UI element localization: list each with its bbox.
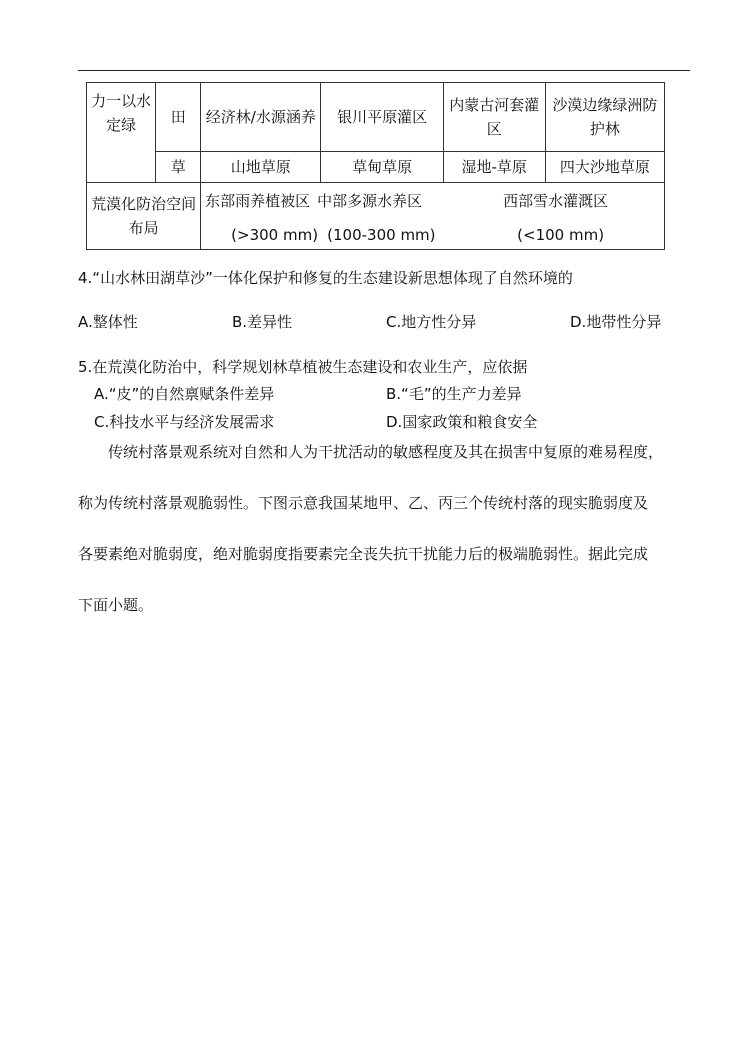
west-zone-rain: (<100 mm)	[517, 226, 605, 244]
west-zone-name: 西部雪水灌溉区	[503, 192, 609, 210]
layout-table	[86, 82, 665, 250]
passage-line-4: 下面小题。	[78, 596, 154, 614]
header-rule	[78, 70, 690, 71]
cell-field-label: 田	[156, 83, 201, 152]
cell: 银川平原灌区	[321, 83, 443, 152]
q5-option-c[interactable]: C.科技水平与经济发展需求	[94, 413, 275, 431]
cell: 四大沙地草原	[545, 152, 664, 183]
q5-stem: 5.在荒漠化防治中，科学规划林草植被生态建设和农业生产，应依据	[78, 358, 528, 376]
table-row	[87, 183, 665, 250]
east-zone-rain: (>300 mm)	[231, 226, 319, 244]
mid-zone-name: 中部多源水养区	[317, 192, 423, 210]
q5-option-b[interactable]: B.“毛”的生产力差异	[386, 385, 522, 403]
row-header-layout: 荒漠化防治空间布局	[87, 183, 201, 250]
q4-stem: 4.“山水林田湖草沙”一体化保护和修复的生态建设新思想体现了自然环境的	[78, 269, 573, 287]
passage-line-3: 各要素绝对脆弱度，绝对脆弱度指要素完全丧失抗干扰能力后的极端脆弱性。据此完成	[78, 545, 649, 563]
cell: 湿地-草原	[443, 152, 545, 183]
q4-option-c[interactable]: C.地方性分异	[386, 313, 477, 331]
row-header-water: 力一以水定绿	[87, 83, 156, 183]
east-zone-name: 东部雨养植被区	[205, 192, 311, 210]
q4-option-b[interactable]: B.差异性	[232, 313, 293, 331]
q4-option-d[interactable]: D.地带性分异	[570, 313, 662, 331]
q4-option-a[interactable]: A.整体性	[78, 313, 138, 331]
table-row	[87, 83, 665, 152]
zone-cell	[201, 183, 665, 250]
q5-option-a[interactable]: A.“皮”的自然禀赋条件差异	[94, 385, 275, 403]
cell: 经济林/水源涵养	[201, 83, 321, 152]
passage-line-2: 称为传统村落景观脆弱性。下图示意我国某地甲、乙、丙三个传统村落的现实脆弱度及	[78, 494, 649, 512]
cell: 山地草原	[201, 152, 321, 183]
cell: 沙漠边缘绿洲防护林	[545, 83, 664, 152]
passage-line-1: 传统村落景观系统对自然和人为干扰活动的敏感程度及其在损害中复原的难易程度，	[108, 443, 664, 461]
cell: 内蒙古河套灌区	[443, 83, 545, 152]
mid-zone-rain: (100-300 mm)	[327, 226, 436, 244]
q5-option-d[interactable]: D.国家政策和粮食安全	[386, 413, 538, 431]
cell-grass-label: 草	[156, 152, 201, 183]
table-row	[87, 152, 665, 183]
cell: 草甸草原	[321, 152, 443, 183]
